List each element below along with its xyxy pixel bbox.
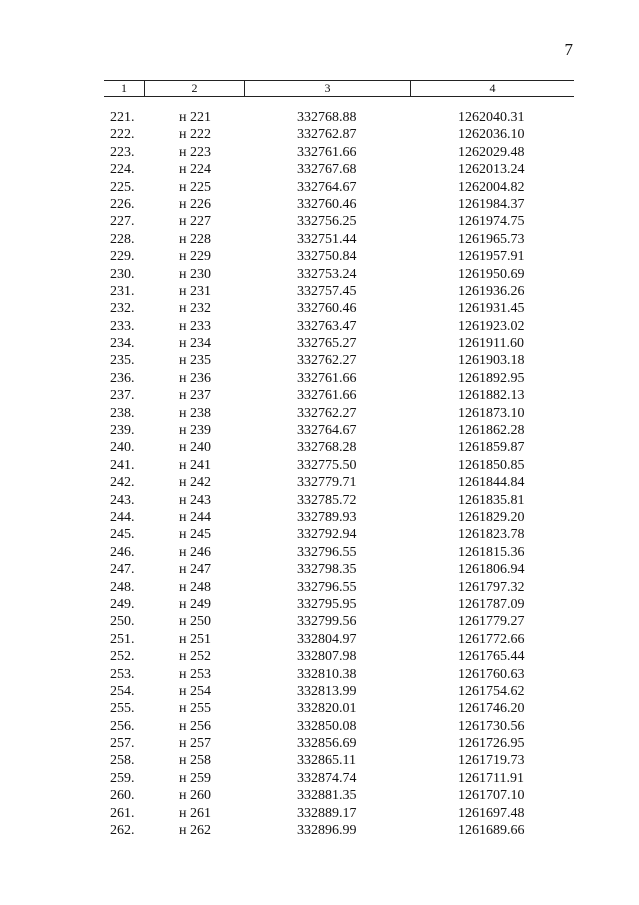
column-header-3: 3 xyxy=(245,81,411,96)
x-coordinate-cell: 332767.68 xyxy=(297,162,357,178)
y-coordinate-cell: 1261760.63 xyxy=(458,666,525,682)
point-number-cell: 228. xyxy=(110,231,135,247)
y-coordinate-cell: 1261974.75 xyxy=(458,214,525,230)
point-name-cell: н 222 xyxy=(179,127,211,143)
x-coordinate-cell: 332760.46 xyxy=(297,301,357,317)
point-number-cell: 247. xyxy=(110,562,135,578)
y-coordinate-cell: 1261903.18 xyxy=(458,353,525,369)
point-name-cell: н 251 xyxy=(179,631,211,647)
x-coordinate-cell: 332762.27 xyxy=(297,353,357,369)
x-coordinate-cell: 332798.35 xyxy=(297,562,357,578)
point-name-cell: н 250 xyxy=(179,614,211,630)
x-coordinate-cell: 332760.46 xyxy=(297,196,357,212)
point-name-cell: н 234 xyxy=(179,336,211,352)
table-row xyxy=(0,405,639,422)
y-coordinate-cell: 1262013.24 xyxy=(458,162,525,178)
x-coordinate-cell: 332896.99 xyxy=(297,823,357,839)
y-coordinate-cell: 1261823.78 xyxy=(458,527,525,543)
y-coordinate-cell: 1261892.95 xyxy=(458,370,525,386)
y-coordinate-cell: 1262036.10 xyxy=(458,127,525,143)
table-row xyxy=(0,231,639,248)
point-number-cell: 236. xyxy=(110,370,135,386)
x-coordinate-cell: 332881.35 xyxy=(297,788,357,804)
table-row xyxy=(0,248,639,265)
point-name-cell: н 225 xyxy=(179,179,211,195)
y-coordinate-cell: 1261719.73 xyxy=(458,753,525,769)
y-coordinate-cell: 1261965.73 xyxy=(458,231,525,247)
point-number-cell: 226. xyxy=(110,196,135,212)
table-row xyxy=(0,631,639,648)
y-coordinate-cell: 1261936.26 xyxy=(458,283,525,299)
table-row xyxy=(0,387,639,404)
point-number-cell: 258. xyxy=(110,753,135,769)
table-row xyxy=(0,283,639,300)
table-row xyxy=(0,822,639,839)
x-coordinate-cell: 332820.01 xyxy=(297,701,357,717)
point-number-cell: 241. xyxy=(110,457,135,473)
table-row xyxy=(0,266,639,283)
x-coordinate-cell: 332753.24 xyxy=(297,266,357,282)
x-coordinate-cell: 332761.66 xyxy=(297,370,357,386)
point-number-cell: 254. xyxy=(110,683,135,699)
x-coordinate-cell: 332762.27 xyxy=(297,405,357,421)
table-row xyxy=(0,596,639,613)
y-coordinate-cell: 1261765.44 xyxy=(458,649,525,665)
x-coordinate-cell: 332804.97 xyxy=(297,631,357,647)
x-coordinate-cell: 332764.67 xyxy=(297,179,357,195)
table-row xyxy=(0,335,639,352)
point-number-cell: 221. xyxy=(110,110,135,125)
y-coordinate-cell: 1261923.02 xyxy=(458,318,525,334)
point-number-cell: 237. xyxy=(110,388,135,404)
table-row xyxy=(0,318,639,335)
point-number-cell: 229. xyxy=(110,249,135,265)
point-name-cell: н 253 xyxy=(179,666,211,682)
column-header-1: 1 xyxy=(104,81,145,96)
table-row xyxy=(0,561,639,578)
point-number-cell: 238. xyxy=(110,405,135,421)
x-coordinate-cell: 332761.66 xyxy=(297,144,357,160)
point-number-cell: 260. xyxy=(110,788,135,804)
x-coordinate-cell: 332756.25 xyxy=(297,214,357,230)
point-number-cell: 261. xyxy=(110,805,135,821)
point-number-cell: 230. xyxy=(110,266,135,282)
point-name-cell: н 245 xyxy=(179,527,211,543)
column-header-2: 2 xyxy=(145,81,245,96)
point-number-cell: 235. xyxy=(110,353,135,369)
table-row xyxy=(0,544,639,561)
table-row xyxy=(0,492,639,509)
y-coordinate-cell: 1261726.95 xyxy=(458,736,525,752)
table-row xyxy=(0,613,639,630)
point-name-cell: н 221 xyxy=(179,110,211,125)
point-name-cell: н 223 xyxy=(179,144,211,160)
point-number-cell: 259. xyxy=(110,770,135,786)
table-row xyxy=(0,666,639,683)
table-row xyxy=(0,457,639,474)
point-name-cell: н 260 xyxy=(179,788,211,804)
point-number-cell: 232. xyxy=(110,301,135,317)
point-name-cell: н 237 xyxy=(179,388,211,404)
point-name-cell: н 226 xyxy=(179,196,211,212)
point-number-cell: 250. xyxy=(110,614,135,630)
x-coordinate-cell: 332813.99 xyxy=(297,683,357,699)
point-name-cell: н 248 xyxy=(179,579,211,595)
point-name-cell: н 238 xyxy=(179,405,211,421)
y-coordinate-cell: 1261730.56 xyxy=(458,718,525,734)
point-number-cell: 248. xyxy=(110,579,135,595)
point-number-cell: 262. xyxy=(110,823,135,839)
table-row xyxy=(0,422,639,439)
point-number-cell: 224. xyxy=(110,162,135,178)
y-coordinate-cell: 1261950.69 xyxy=(458,266,525,282)
x-coordinate-cell: 332785.72 xyxy=(297,492,357,508)
point-name-cell: н 227 xyxy=(179,214,211,230)
x-coordinate-cell: 332810.38 xyxy=(297,666,357,682)
table-header xyxy=(104,80,574,97)
x-coordinate-cell: 332764.67 xyxy=(297,423,357,439)
point-name-cell: н 255 xyxy=(179,701,211,717)
y-coordinate-cell: 1261835.81 xyxy=(458,492,525,508)
table-row xyxy=(0,126,639,143)
y-coordinate-cell: 1261862.28 xyxy=(458,423,525,439)
point-name-cell: н 258 xyxy=(179,753,211,769)
point-number-cell: 253. xyxy=(110,666,135,682)
y-coordinate-cell: 1261689.66 xyxy=(458,823,525,839)
point-number-cell: 252. xyxy=(110,649,135,665)
x-coordinate-cell: 332789.93 xyxy=(297,509,357,525)
table-row xyxy=(0,300,639,317)
point-name-cell: н 247 xyxy=(179,562,211,578)
y-coordinate-cell: 1262004.82 xyxy=(458,179,525,195)
x-coordinate-cell: 332761.66 xyxy=(297,388,357,404)
point-number-cell: 231. xyxy=(110,283,135,299)
y-coordinate-cell: 1261746.20 xyxy=(458,701,525,717)
x-coordinate-cell: 332765.27 xyxy=(297,336,357,352)
table-row xyxy=(0,787,639,804)
point-name-cell: н 229 xyxy=(179,249,211,265)
y-coordinate-cell: 1261779.27 xyxy=(458,614,525,630)
point-name-cell: н 261 xyxy=(179,805,211,821)
x-coordinate-cell: 332757.45 xyxy=(297,283,357,299)
table-row xyxy=(0,179,639,196)
column-header-4: 4 xyxy=(489,81,496,95)
x-coordinate-cell: 332796.55 xyxy=(297,544,357,560)
y-coordinate-cell: 1261797.32 xyxy=(458,579,525,595)
point-number-cell: 234. xyxy=(110,336,135,352)
point-name-cell: н 256 xyxy=(179,718,211,734)
point-number-cell: 245. xyxy=(110,527,135,543)
x-coordinate-cell: 332779.71 xyxy=(297,475,357,491)
table-row xyxy=(0,439,639,456)
table-row xyxy=(0,144,639,161)
table-row xyxy=(0,579,639,596)
x-coordinate-cell: 332807.98 xyxy=(297,649,357,665)
point-number-cell: 244. xyxy=(110,509,135,525)
point-number-cell: 233. xyxy=(110,318,135,334)
point-name-cell: н 257 xyxy=(179,736,211,752)
x-coordinate-cell: 332768.88 xyxy=(297,110,357,125)
table-row xyxy=(0,196,639,213)
y-coordinate-cell: 1261850.85 xyxy=(458,457,525,473)
y-coordinate-cell: 1261806.94 xyxy=(458,562,525,578)
y-coordinate-cell: 1261815.36 xyxy=(458,544,525,560)
point-name-cell: н 231 xyxy=(179,283,211,299)
point-number-cell: 225. xyxy=(110,179,135,195)
point-name-cell: н 249 xyxy=(179,596,211,612)
table-row xyxy=(0,474,639,491)
table-row xyxy=(0,352,639,369)
x-coordinate-cell: 332865.11 xyxy=(297,753,356,769)
point-name-cell: н 233 xyxy=(179,318,211,334)
point-name-cell: н 244 xyxy=(179,509,211,525)
point-name-cell: н 224 xyxy=(179,162,211,178)
y-coordinate-cell: 1261873.10 xyxy=(458,405,525,421)
page-number: 7 xyxy=(564,40,573,59)
x-coordinate-cell: 332850.08 xyxy=(297,718,357,734)
point-number-cell: 227. xyxy=(110,214,135,230)
y-coordinate-cell: 1261931.45 xyxy=(458,301,525,317)
y-coordinate-cell: 1261829.20 xyxy=(458,509,525,525)
point-name-cell: н 254 xyxy=(179,683,211,699)
x-coordinate-cell: 332768.28 xyxy=(297,440,357,456)
point-name-cell: н 252 xyxy=(179,649,211,665)
x-coordinate-cell: 332796.55 xyxy=(297,579,357,595)
point-number-cell: 246. xyxy=(110,544,135,560)
table-row xyxy=(0,700,639,717)
table-body xyxy=(0,109,639,839)
x-coordinate-cell: 332889.17 xyxy=(297,805,357,821)
x-coordinate-cell: 332799.56 xyxy=(297,614,357,630)
table-row xyxy=(0,735,639,752)
point-number-cell: 257. xyxy=(110,736,135,752)
y-coordinate-cell: 1261844.84 xyxy=(458,475,525,491)
point-number-cell: 223. xyxy=(110,144,135,160)
y-coordinate-cell: 1262029.48 xyxy=(458,144,525,160)
point-number-cell: 243. xyxy=(110,492,135,508)
point-name-cell: н 242 xyxy=(179,475,211,491)
point-name-cell: н 259 xyxy=(179,770,211,786)
point-number-cell: 249. xyxy=(110,596,135,612)
y-coordinate-cell: 1261984.37 xyxy=(458,196,525,212)
y-coordinate-cell: 1261859.87 xyxy=(458,440,525,456)
point-name-cell: н 241 xyxy=(179,457,211,473)
point-name-cell: н 243 xyxy=(179,492,211,508)
point-name-cell: н 240 xyxy=(179,440,211,456)
y-coordinate-cell: 1261957.91 xyxy=(458,249,525,265)
table-row xyxy=(0,683,639,700)
table-row xyxy=(0,213,639,230)
table-row xyxy=(0,648,639,665)
table-row xyxy=(0,805,639,822)
point-name-cell: н 232 xyxy=(179,301,211,317)
point-number-cell: 255. xyxy=(110,701,135,717)
x-coordinate-cell: 332750.84 xyxy=(297,249,357,265)
y-coordinate-cell: 1262040.31 xyxy=(458,110,525,125)
table-row xyxy=(0,526,639,543)
table-row xyxy=(0,370,639,387)
point-number-cell: 251. xyxy=(110,631,135,647)
table-row xyxy=(0,509,639,526)
x-coordinate-cell: 332775.50 xyxy=(297,457,357,473)
point-name-cell: н 230 xyxy=(179,266,211,282)
point-name-cell: н 235 xyxy=(179,353,211,369)
y-coordinate-cell: 1261707.10 xyxy=(458,788,525,804)
table-row xyxy=(0,109,639,126)
point-number-cell: 239. xyxy=(110,423,135,439)
y-coordinate-cell: 1261882.13 xyxy=(458,388,525,404)
x-coordinate-cell: 332795.95 xyxy=(297,596,357,612)
point-number-cell: 256. xyxy=(110,718,135,734)
point-name-cell: н 228 xyxy=(179,231,211,247)
table-row xyxy=(0,752,639,769)
point-name-cell: н 239 xyxy=(179,423,211,439)
x-coordinate-cell: 332856.69 xyxy=(297,736,357,752)
y-coordinate-cell: 1261711.91 xyxy=(458,770,524,786)
point-number-cell: 242. xyxy=(110,475,135,491)
y-coordinate-cell: 1261754.62 xyxy=(458,683,525,699)
y-coordinate-cell: 1261911.60 xyxy=(458,336,524,352)
x-coordinate-cell: 332792.94 xyxy=(297,527,357,543)
y-coordinate-cell: 1261772.66 xyxy=(458,631,525,647)
x-coordinate-cell: 332874.74 xyxy=(297,770,357,786)
point-name-cell: н 262 xyxy=(179,823,211,839)
table-row xyxy=(0,161,639,178)
point-number-cell: 240. xyxy=(110,440,135,456)
point-number-cell: 222. xyxy=(110,127,135,143)
x-coordinate-cell: 332751.44 xyxy=(297,231,357,247)
point-name-cell: н 236 xyxy=(179,370,211,386)
y-coordinate-cell: 1261787.09 xyxy=(458,596,525,612)
x-coordinate-cell: 332762.87 xyxy=(297,127,357,143)
x-coordinate-cell: 332763.47 xyxy=(297,318,357,334)
point-name-cell: н 246 xyxy=(179,544,211,560)
y-coordinate-cell: 1261697.48 xyxy=(458,805,525,821)
table-row xyxy=(0,718,639,735)
table-row xyxy=(0,770,639,787)
